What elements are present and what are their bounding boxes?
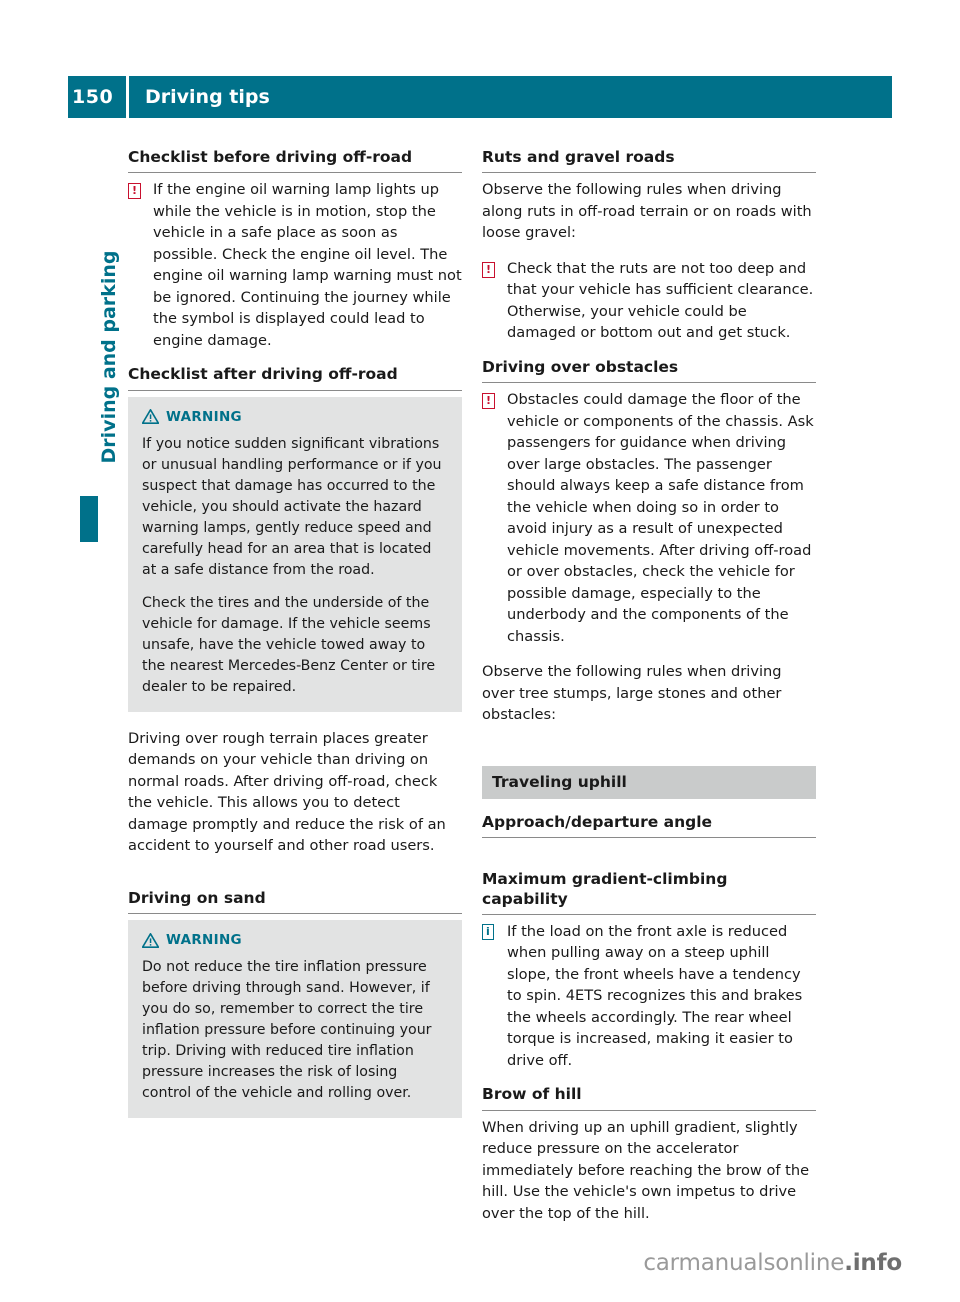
warning-box-header <box>142 409 448 425</box>
list-item-text: If the engine oil warning lamp lights up while the vehicle is in motion, stop the vehicle in a safe place as soon as possible. Check the engine oil level. The engine oil warning lamp warning must not be ignored. Continuing the journey while the symbol is displayed could lead to engine damage. <box>153 181 462 349</box>
paragraph-rough-terrain: Driving over rough terrain places greater demands on your vehicle than driving on normal roads. After driving off-road, check the vehicle. This allows you to detect damage promptly and reduce the risk of an accident to yourself and other road users. <box>128 729 446 855</box>
paragraph-obstacles-intro: Observe the following rules when driving over tree stumps, large stones and other obstacles: <box>482 663 782 724</box>
chapter-side-marker <box>80 496 98 542</box>
paragraph-ruts-intro: Observe the following rules when driving along ruts in off-road terrain or on roads with loose gravel: <box>482 181 812 242</box>
heading-brow-of-hill: Brow of hill <box>482 1085 816 1110</box>
page-title: Driving tips <box>145 86 270 108</box>
chapter-side-tab <box>62 250 120 540</box>
list-item <box>482 921 816 1072</box>
heading-checklist-before-driving-offroad: Checklist before driving off-road <box>128 148 462 173</box>
warning-exclamation-icon: ! <box>482 389 502 410</box>
warning-box-driving-on-sand <box>128 920 462 1118</box>
list-item-text: If the load on the front axle is reduced when pulling away on a steep uphill slope, the front wheels have a tendency to spin. 4ETS recognizes this and brakes the wheels accordingly. The rear wheel torque is increased, making it easier to drive off. <box>507 922 803 1069</box>
warning-box-paragraph: Check the tires and the underside of the vehicle for damage. If the vehicle seems unsafe, have the vehicle towed away to the nearest Mercedes-Benz Center or tire dealer to be repaired. <box>142 594 436 695</box>
warning-exclamation-icon: ! <box>128 179 148 200</box>
heading-checklist-after-driving-offroad: Checklist after driving off-road <box>128 365 462 390</box>
watermark-suffix: .info <box>844 1250 902 1276</box>
warning-box-header <box>142 932 448 948</box>
list-item-text: Obstacles could damage the floor of the vehicle or components of the chassis. Ask passengers for guidance when driving over large obstacles. The passenger should always keep a safe distance from the vehicle when doing so in order to avoid injury as a result of unexpected vehicle movements. After driving off-road or over obstacles, check the vehicle for possible damage, especially to the underbody and the components of the chassis. <box>507 391 814 645</box>
information-icon: i <box>482 921 502 942</box>
section-band-traveling-uphill: Traveling uphill <box>482 766 816 799</box>
site-watermark <box>643 1250 902 1276</box>
list-item <box>128 179 462 351</box>
right-column <box>482 148 816 1238</box>
list-item <box>482 258 816 344</box>
heading-approach-departure-angle: Approach/departure angle <box>482 813 816 838</box>
warning-box-after-offroad <box>128 397 462 712</box>
page-number: 150 <box>72 86 114 108</box>
warning-exclamation-icon: ! <box>482 258 502 279</box>
warning-triangle-icon <box>142 933 159 948</box>
heading-ruts-and-gravel-roads: Ruts and gravel roads <box>482 148 816 173</box>
warning-box-paragraph: Do not reduce the tire inflation pressure before driving through sand. However, if you do so, remember to correct the tire inflation pressure before continuing your trip. Driving with reduced tire inflation pressure increases the risk of losing control of the vehicle and rolling over. <box>142 959 432 1102</box>
warning-box-paragraph: If you notice sudden significant vibrations or unusual handling performance or if you suspect that damage has occurred to the vehicle, you should activate the hazard warning lamps, gently reduce speed and carefully head for an area that is located at a safe distance from the road. <box>142 435 442 578</box>
left-column <box>128 148 462 1134</box>
list-item-text: Check that the ruts are not too deep and that your vehicle has sufficient clearance. Otherwise, your vehicle could be damaged or bottom out and get stuck. <box>507 259 814 342</box>
page-header <box>68 76 892 118</box>
warning-box-label: WARNING <box>166 408 242 425</box>
heading-driving-on-sand: Driving on sand <box>128 889 462 914</box>
chapter-side-label: Driving and parking <box>98 250 120 464</box>
paragraph-brow-of-hill: When driving up an uphill gradient, slightly reduce pressure on the accelerator immediately before reaching the brow of the hill. Use the vehicle's own impetus to drive over the top of the hill. <box>482 1118 810 1222</box>
list-item <box>482 389 816 647</box>
heading-maximum-gradient-climbing-capability: Maximum gradient-climbing capability <box>482 870 816 915</box>
warning-box-label: WARNING <box>166 932 242 949</box>
watermark-text: carmanualsonline <box>643 1250 845 1276</box>
heading-driving-over-obstacles: Driving over obstacles <box>482 358 816 383</box>
warning-triangle-icon <box>142 409 159 424</box>
